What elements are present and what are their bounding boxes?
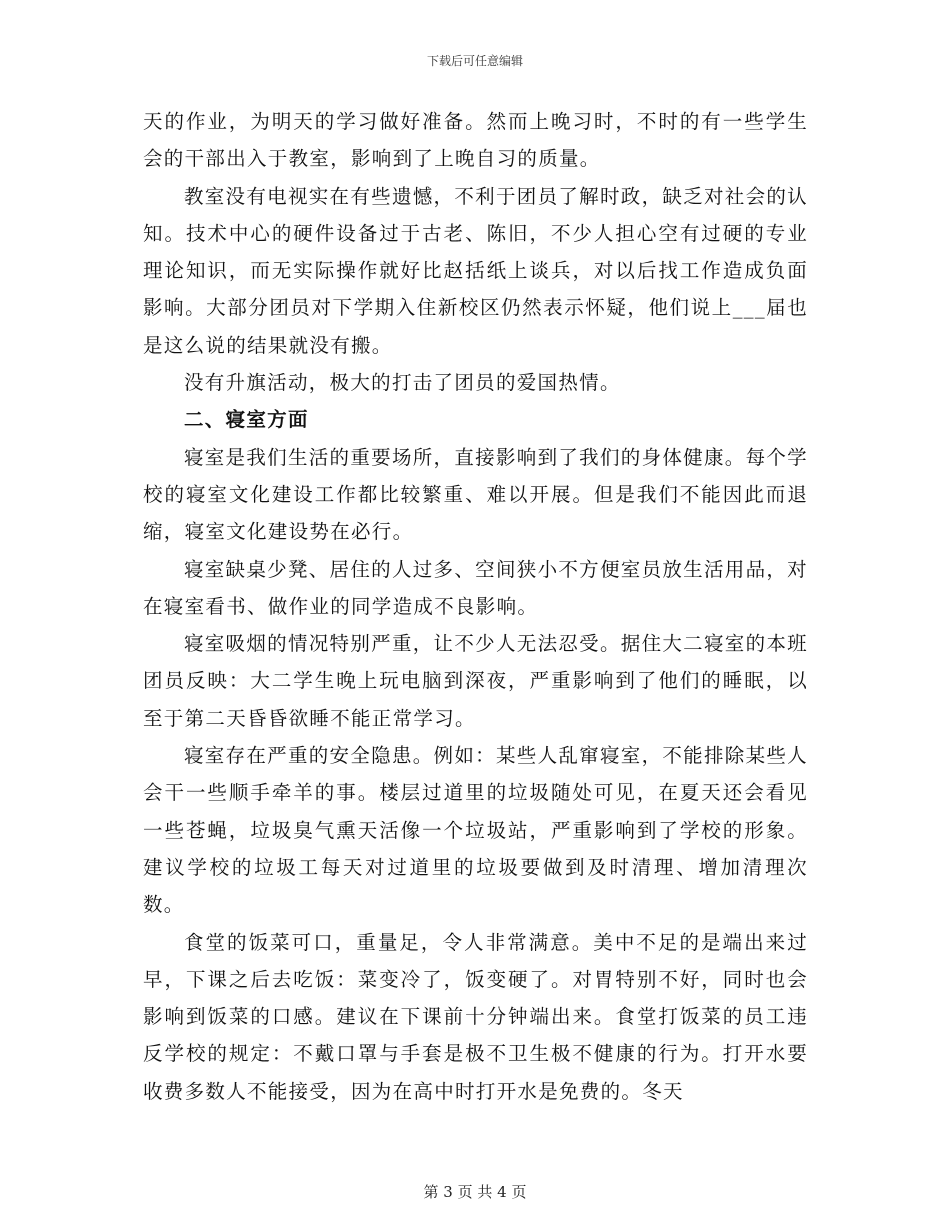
paragraph-dormitory-smoking: 寝室吸烟的情况特别严重，让不少人无法忍受。据住大二寝室的本班团员反映：大二学生晚上玩电脑到深夜，严重影响到了他们的睡眠，以至于第二天昏昏欲睡不能正常学习。 (143, 632, 808, 730)
paragraph-dormitory-safety: 寝室存在严重的安全隐患。例如：某些人乱窜寝室，不能排除某些人会干一些顺手牵羊的事。楼层过道里的垃圾随处可见，在夏天还会看见一些苍蝇，垃圾臭气熏天活像一个垃圾站，严重影响到了学校的形象。建议学校的垃圾工每天对过道里的垃圾要做到及时清理、增加清理次数。 (143, 744, 808, 917)
paragraph-classroom: 教室没有电视实在有些遗憾，不利于团员了解时政，缺乏对社会的认知。技术中心的硬件设备过于古老、陈旧，不少人担心空有过硬的专业理论知识，而无实际操作就好比赵括纸上谈兵，对以后找工作造成负面影响。大部分团员对下学期入住新校区仍然表示怀疑，他们说上___届也是这么说的结果就没有搬。 (143, 184, 808, 357)
section-heading-dormitory: 二、寝室方面 (183, 408, 309, 432)
paragraph-flag-raising: 没有升旗活动，极大的打击了团员的爱国热情。 (183, 371, 621, 395)
paragraph-canteen: 食堂的饭菜可口，重量足，令人非常满意。美中不足的是端出来过早，下课之后去吃饭：菜变冷了，饭变硬了。对胃特别不好，同时也会影响到饭菜的口感。建议在下课前十分钟端出来。食堂打饭菜的员工违反学校的规定：不戴口罩与手套是极不卫生极不健康的行为。打开水要收费多数人不能接受，因为在高中时打开水是免费的。冬天 (143, 930, 808, 1103)
paragraph-dormitory-intro: 寝室是我们生活的重要场所，直接影响到了我们的身体健康。每个学校的寝室文化建设工作都比较繁重、难以开展。但是我们不能因此而退缩，寝室文化建设势在必行。 (143, 445, 808, 544)
paragraph-continuation: 天的作业，为明天的学习做好准备。然而上晚习时，不时的有一些学生会的干部出入于教室，影响到了上晚自习的质量。 (143, 110, 808, 171)
page-number: 第 3 页 共 4 页 (423, 1183, 527, 1201)
paragraph-dormitory-furniture: 寝室缺桌少凳、居住的人过多、空间狭小不方便室员放生活用品，对在寝室看书、做作业的同学造成不良影响。 (143, 557, 808, 618)
page-header: 下载后可任意编辑 (426, 54, 523, 68)
document-body (143, 103, 808, 1110)
